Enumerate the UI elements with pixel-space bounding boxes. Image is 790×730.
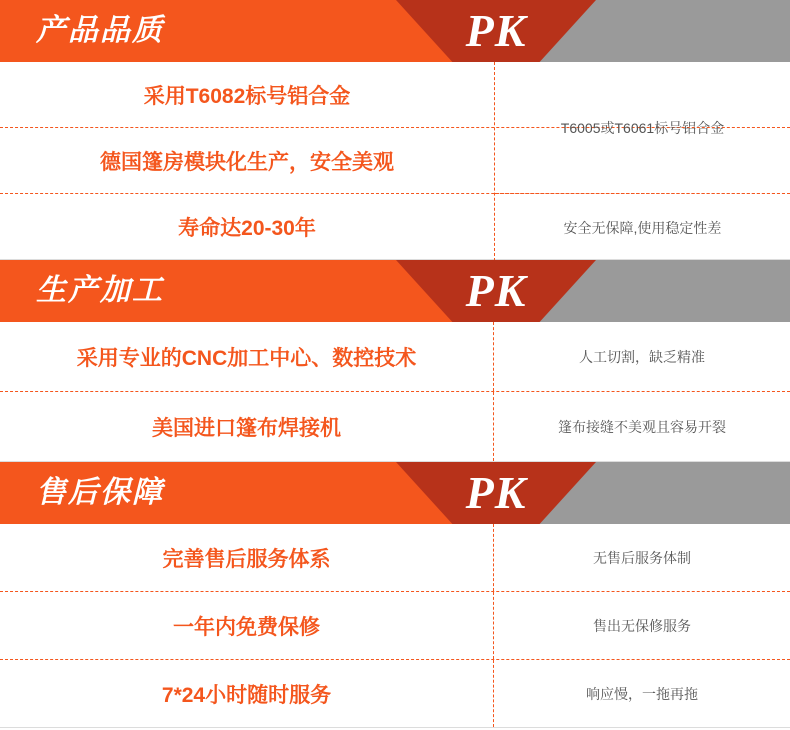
row-left-text: 7*24小时随时服务 bbox=[0, 660, 494, 727]
row-right-text: 人工切割，缺乏精准 bbox=[579, 348, 705, 365]
section-header-3 bbox=[0, 462, 790, 524]
table-row bbox=[0, 392, 790, 462]
row-left-text: 寿命达20-30年 bbox=[178, 216, 316, 240]
section-header-2 bbox=[0, 260, 790, 322]
section-rows-3 bbox=[0, 524, 790, 728]
table-row bbox=[0, 592, 790, 660]
table-row bbox=[0, 660, 790, 728]
section-rows-right-1 bbox=[494, 62, 790, 261]
section-header-right-2 bbox=[494, 260, 790, 322]
section-title-3: 售后保障 bbox=[36, 476, 164, 509]
section-header-right-3 bbox=[494, 462, 790, 524]
table-row bbox=[0, 322, 790, 392]
pk-label-2: PK bbox=[465, 265, 527, 316]
row-left-text: 采用T6082标号铝合金 bbox=[143, 84, 351, 108]
section-header-1 bbox=[0, 0, 790, 62]
row-right-text: T6005或T6061标号铝合金 bbox=[495, 62, 790, 194]
row-right-text: 售出无保修服务 bbox=[593, 617, 691, 634]
section-rows-1 bbox=[0, 62, 790, 260]
pk-label-3: PK bbox=[465, 467, 527, 518]
row-right-text: 篷布接缝不美观且容易开裂 bbox=[558, 418, 726, 435]
row-left-text: 一年内免费保修 bbox=[0, 592, 494, 659]
row-left-text: 完善售后服务体系 bbox=[0, 524, 494, 591]
row-right-text: 无售后服务体制 bbox=[593, 549, 691, 566]
row-left-text: 采用专业的CNC加工中心、数控技术 bbox=[0, 322, 494, 391]
section-title-1: 产品品质 bbox=[36, 14, 164, 47]
section-rows-2 bbox=[0, 322, 790, 462]
row-right-text: 响应慢，一拖再拖 bbox=[586, 685, 698, 702]
section-rows-left-1 bbox=[0, 62, 494, 260]
table-row bbox=[0, 524, 790, 592]
pk-label-1: PK bbox=[465, 5, 527, 56]
row-right-text: 安全无保障,使用稳定性差 bbox=[563, 219, 722, 236]
section-header-left-1 bbox=[0, 0, 494, 62]
section-header-left-3 bbox=[0, 462, 494, 524]
row-left-text: 德国篷房模块化生产，安全美观 bbox=[100, 150, 394, 174]
section-header-left-2 bbox=[0, 260, 494, 322]
row-left-text: 美国进口篷布焊接机 bbox=[0, 392, 494, 461]
section-header-right-1 bbox=[494, 0, 790, 62]
section-title-2: 生产加工 bbox=[36, 274, 164, 307]
